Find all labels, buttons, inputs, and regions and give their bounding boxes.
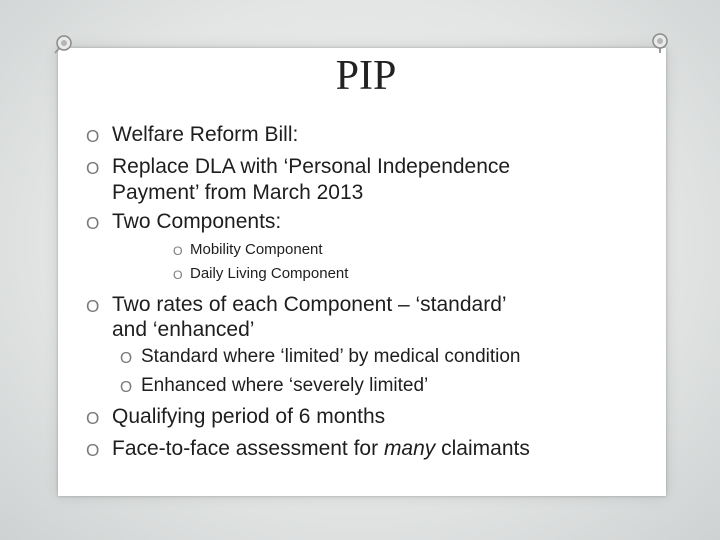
- bullet-marker: O: [120, 350, 133, 367]
- slide-title: PIP: [335, 53, 397, 99]
- list-item: O Face-to-face assessment for many claimants: [112, 436, 530, 461]
- emphasis-text: many: [383, 437, 436, 460]
- bullet-marker: O: [86, 126, 100, 146]
- list-item: O Two Components:: [112, 209, 281, 234]
- bullet-marker: O: [120, 379, 133, 396]
- list-item: O Two rates of each Component – ‘standard’: [112, 292, 507, 317]
- bullet-marker: O: [86, 158, 100, 178]
- list-item: O Enhanced where ‘severely limited’: [141, 374, 428, 398]
- list-item-continuation: and ‘enhanced’: [112, 318, 255, 341]
- list-item: O Daily Living Component: [190, 264, 348, 284]
- list-item: O Welfare Reform Bill:: [112, 122, 298, 147]
- list-item: O Qualifying period of 6 months: [112, 404, 385, 429]
- bullet-marker: O: [173, 244, 183, 258]
- bullet-marker: O: [86, 440, 100, 460]
- bullet-marker: O: [86, 296, 100, 316]
- list-item-continuation: Payment’ from March 2013: [112, 181, 364, 204]
- list-item: O Mobility Component: [190, 240, 323, 260]
- bullet-marker: O: [86, 408, 100, 428]
- bullet-marker: O: [86, 213, 100, 233]
- bullet-marker: O: [173, 268, 183, 282]
- list-item: O Standard where ‘limited’ by medical condition: [141, 345, 521, 369]
- list-item: O Replace DLA with ‘Personal Independence: [112, 154, 510, 179]
